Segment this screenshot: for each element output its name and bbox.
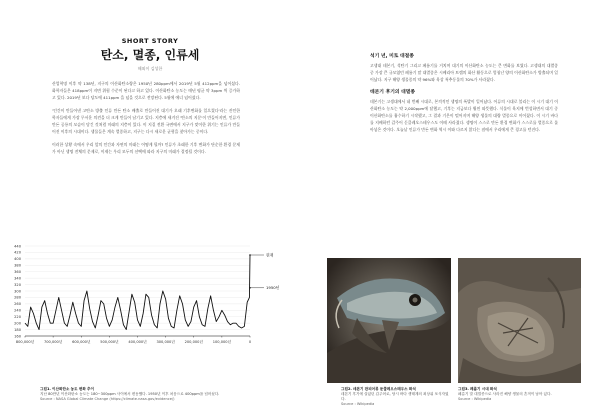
x-tick-label: 0 <box>248 340 252 344</box>
y-tick-label: 420 <box>14 250 21 255</box>
y-tick-label: 400 <box>14 257 21 262</box>
fossil-rock-illustration <box>458 258 581 383</box>
fossil-illustration <box>327 258 451 383</box>
story-kicker: SHORT STORY <box>121 37 179 45</box>
figure1-caption-title: 그림1. 이산화탄소 농도 변화 추이 <box>40 387 94 391</box>
y-tick-label: 220 <box>14 315 21 320</box>
author-line: 해외이 김성한 <box>137 66 163 71</box>
y-tick-label: 200 <box>14 321 21 326</box>
left-paragraph: 산업혁명 이후 약 138년, 지구의 이산화탄소량은 1950년 280ppm에서 2019년 5월 412ppm을 넘어섰다. 화학자들은 418ppm이 지면 위험 수준이 된다고 하고 있다. 이산화탄소 농도는 매년 평균 약 3ppm 씩 증가하고 있다. 2019년 보다 당도에 411ppm 을 넘을 것으로 전망된다. 5월에 에너 넘어섰다. <box>52 81 240 100</box>
annotation-point <box>249 287 251 289</box>
section-body: 고생대 데본기, 석탄기 그리고 페름기를 거치며 대기의 이산화탄소 농도는 큰 변화를 보였다. 고생대의 대멸종 중 가장 큰 규모였던 페름기 말 대멸종은 시베리아 트랩의 화산 활동으로 엄청난 양의 이산화탄소가 방출되며 일어났다. 지구 해양 생물종의 약 96%와 육상 척추동물의 70%가 사라졌다. <box>370 63 558 82</box>
fossil-photo-dunkleosteus <box>327 258 451 383</box>
y-tick-label: 300 <box>14 289 21 294</box>
photo1-source: Source : Wikipedia <box>341 402 375 406</box>
photo2-caption <box>458 387 580 402</box>
y-tick-label: 180 <box>14 327 21 332</box>
figure1-caption <box>40 387 280 402</box>
y-tick-label: 380 <box>14 263 21 268</box>
fossil-photo-permian <box>458 258 581 383</box>
y-tick-label: 340 <box>14 276 21 281</box>
x-tick-label: 600,000년 <box>72 340 91 344</box>
photo2-source: Source : Wikipedia <box>458 397 492 401</box>
photo1-caption-text: 데본기 후기에 살았던 갑주어로, 당시 바다 생태계의 최상위 포식자였다. <box>341 392 449 401</box>
y-tick-label: 240 <box>14 308 21 313</box>
y-tick-label: 360 <box>14 270 21 275</box>
annotation-label: 1950년 <box>266 285 280 291</box>
y-tick-label: 260 <box>14 302 21 307</box>
figure1-source: Source : NASA Global Climate Change (https://climate.nasa.gov/evidence/) <box>40 397 175 401</box>
section-heading: 석기 년, 미토 대절종 <box>370 54 414 59</box>
y-tick-label: 280 <box>14 295 21 300</box>
section-body: 데본기는 고생대에서 네 번째 시대로, 본격적인 생명의 폭발이 일어났다. 어류의 시대로 불리는 이 시기 대기 이산화탄소 농도는 약 2,000ppm에 달했고, 기후는 지금보다 훨씬 따뜻했다. 식물이 육지에 번성하면서 대기 중 이산화탄소를 흡수하기 시작했고, 그 결과 기온이 떨어지며 해양 생물의 대량 멸종으로 이어졌다. 이 시기 바다를 지배하던 갑주어 둔클레오스테우스도 이때 사라졌다. 생명이 스스로 만든 환경 변화가 스스로를 멸종으로 몰아넣은 것이다. 오늘날 인류가 만든 변화 역시 이와 다르지 않다는 점에서 우리에게 큰 경고를 던진다. <box>370 99 558 132</box>
left-paragraph: '인간이 만들어낸 고탄소 방출 인류 만든 탄소 배출로 만들어진 대기가 오래 기후변화를 일으켰다'라는 잔인한 학자들에게 가장 무서운 의견을 더 크게 만들어 남기고 있다. 지층에 새겨진 '탄소의 지문'이 만들어지면, 인류가 만든 공룡의 모습이 담긴 것처럼 미래의 지층이 있다. 이 지질 전환 국면에서 지구가 맞이한 위기는 인류가 만들어진 이후의 시대이다. 생물들은 계속 멸종하고, 지구는 다시 새로운 균형을 찾아가는 중이다. <box>52 108 240 134</box>
x-tick-label: 800,000년 <box>15 340 35 344</box>
photo2-caption-text: 페름기 말 대멸종으로 사라진 해양 생물의 흔적이 남아 있다. <box>458 392 552 396</box>
figure1-caption-text: 지난 80만년 이산화탄소 농도는 180~300ppm 사이에서 변동했다. 1950년 이후 처음으로 400ppm을 넘어섰다. <box>40 392 220 396</box>
photo2-caption-title: 그림3. 페름기 시대 화석 <box>458 387 497 391</box>
left-paragraph: 이러한 상황 속에서 우리 앞의 인간과 자연의 미래는 어떻게 될까? 인류가 초래한 기후 변화가 단순한 환경 문제가 아닌 생명 전체의 문제로, 이제는 우리 모두의 선택에 따라 지구의 미래가 결정될 것이다. <box>52 142 240 154</box>
x-tick-label: 500,000년 <box>100 340 119 344</box>
y-tick-label: 320 <box>14 282 21 287</box>
photo1-caption-title: 그림2. 데본기 판피어류 둔클레오스테우스 화석 <box>341 387 416 391</box>
x-tick-label: 700,000년 <box>43 340 63 344</box>
y-tick-label: 160 <box>14 334 21 339</box>
x-tick-label: 400,000년 <box>128 340 147 344</box>
x-tick-label: 300,000년 <box>156 340 175 344</box>
x-tick-label: 100,000년 <box>212 340 232 344</box>
x-tick-label: 200,000년 <box>184 340 203 344</box>
section-heading: 데본기 후기의 대멸종 <box>370 90 416 95</box>
annotation-point <box>249 254 251 256</box>
y-tick-label: 440 <box>14 244 21 249</box>
right-body-text <box>370 53 558 139</box>
article-title: 탄소, 멸종, 인류세 <box>100 48 200 62</box>
co2-series-line <box>25 255 250 330</box>
photo1-caption <box>341 387 449 407</box>
annotation-label: 현재 <box>266 252 274 258</box>
